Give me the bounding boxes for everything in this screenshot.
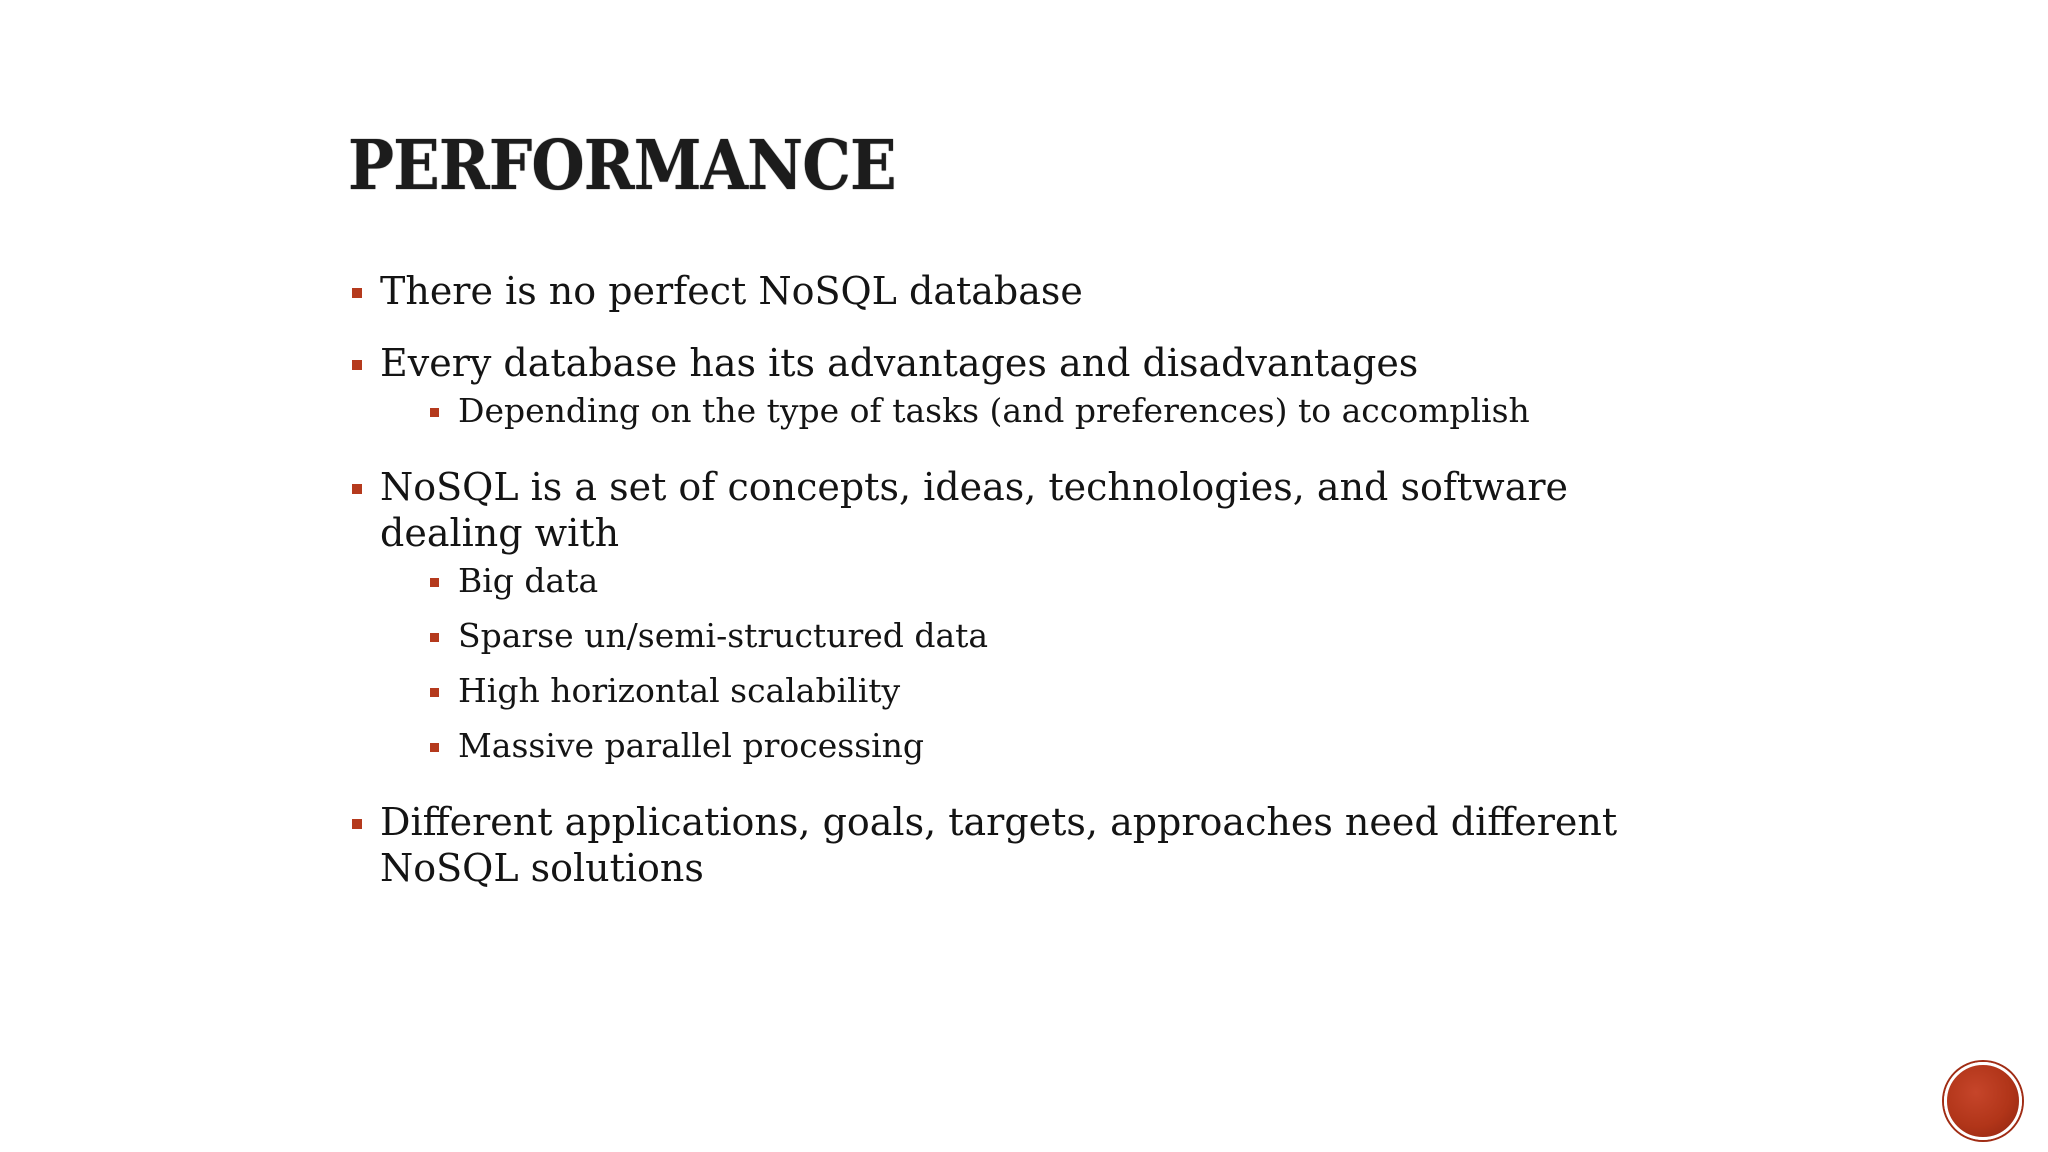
square-bullet-icon bbox=[430, 688, 439, 697]
bullet-text: Different applications, goals, targets, approaches need different NoSQL solutions bbox=[380, 800, 1618, 890]
sub-bullet-text: Massive parallel processing bbox=[458, 726, 925, 765]
bullet-text: There is no perfect NoSQL database bbox=[380, 269, 1083, 313]
bullet-text: Every database has its advantages and disadvantages bbox=[380, 341, 1419, 385]
bullet-list bbox=[348, 268, 1708, 917]
sub-bullet-text: Depending on the type of tasks (and preferences) to accomplish bbox=[458, 391, 1530, 430]
sub-bullet-item bbox=[428, 560, 1708, 602]
bullet-item bbox=[348, 340, 1708, 386]
bullet-text: NoSQL is a set of concepts, ideas, technologies, and software dealing with bbox=[380, 465, 1569, 555]
slide-title: PERFORMANCE bbox=[348, 126, 896, 206]
sub-bullet-text: Big data bbox=[458, 561, 599, 600]
bullet-item bbox=[348, 268, 1708, 314]
square-bullet-icon bbox=[352, 819, 362, 829]
sub-bullet-text: Sparse un/semi-structured data bbox=[458, 616, 989, 655]
sub-bullet-text: High horizontal scalability bbox=[458, 671, 901, 710]
square-bullet-icon bbox=[430, 743, 439, 752]
sub-bullet-item bbox=[428, 390, 1708, 432]
square-bullet-icon bbox=[352, 360, 362, 370]
sub-bullet-item bbox=[428, 615, 1708, 657]
sub-bullet-item bbox=[428, 725, 1708, 767]
square-bullet-icon bbox=[430, 633, 439, 642]
square-bullet-icon bbox=[352, 288, 362, 298]
square-bullet-icon bbox=[352, 484, 362, 494]
bullet-item bbox=[348, 464, 1708, 556]
bullet-item bbox=[348, 799, 1708, 891]
sub-bullet-item bbox=[428, 670, 1708, 712]
square-bullet-icon bbox=[430, 408, 439, 417]
page-badge-icon bbox=[1944, 1062, 2022, 1140]
square-bullet-icon bbox=[430, 578, 439, 587]
